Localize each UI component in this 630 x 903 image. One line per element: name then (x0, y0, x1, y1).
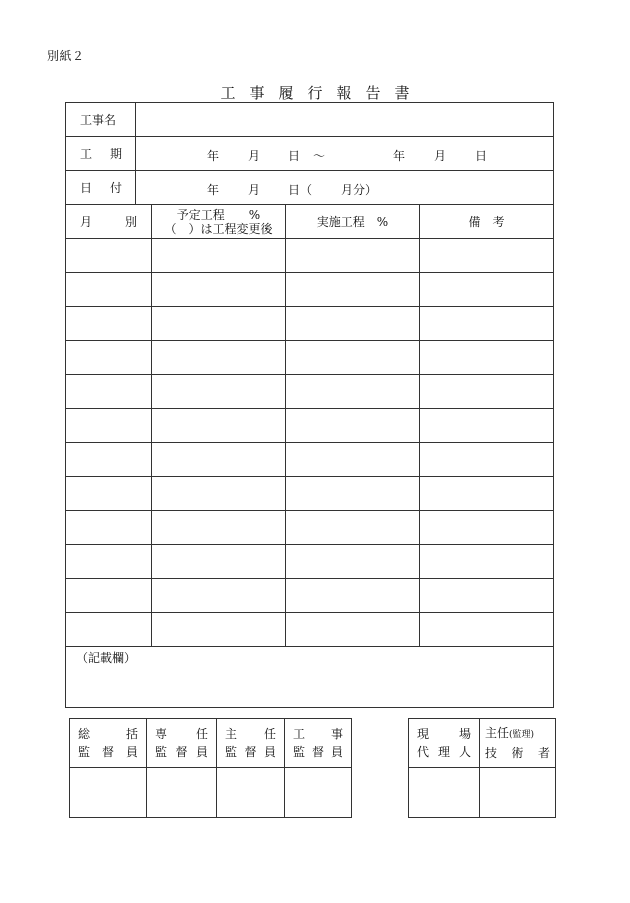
stamp-header-construction-supervisor (285, 719, 352, 768)
stamp-char: 術 (511, 746, 524, 760)
actual-cell[interactable] (286, 613, 420, 647)
stamp-char: 督 (175, 745, 188, 759)
remarks-cell[interactable] (420, 239, 554, 273)
stamp-char: 人 (458, 745, 471, 759)
planned-cell[interactable] (152, 375, 286, 409)
period-label-char2: 期 (110, 147, 123, 161)
stamp-box[interactable] (409, 768, 480, 818)
remarks-cell[interactable] (420, 443, 554, 477)
month-cell[interactable] (66, 443, 152, 477)
stamp-char: 工 (293, 727, 306, 741)
period-tilde: ～ (313, 148, 326, 163)
remarks-cell[interactable] (420, 477, 554, 511)
date-label-char1: 日 (80, 181, 93, 195)
stamp-char: 専 (155, 727, 168, 741)
planned-cell[interactable] (152, 579, 286, 613)
stamp-header-general-supervisor (70, 719, 147, 768)
stamp-box[interactable] (217, 768, 285, 818)
planned-cell[interactable] (152, 307, 286, 341)
month-column-header (66, 205, 152, 239)
planned-cell[interactable] (152, 477, 286, 511)
month-cell[interactable] (66, 613, 152, 647)
actual-cell[interactable] (286, 307, 420, 341)
table-row (66, 409, 554, 443)
stamp-char: 督 (311, 745, 324, 759)
stamp-char: 監 (225, 745, 238, 759)
actual-cell[interactable] (286, 511, 420, 545)
date-year: 年 (207, 182, 220, 197)
stamp-char: 主 (225, 727, 238, 741)
stamp-char: 主任 (485, 726, 510, 740)
stamp-char: 代 (417, 745, 430, 759)
work-name-label: 工事名 (66, 103, 136, 137)
month-header-char2: 別 (124, 215, 137, 229)
actual-cell[interactable] (286, 443, 420, 477)
progress-report-table (65, 102, 554, 708)
form-title: 工事履行報告書 (220, 84, 424, 102)
date-label (66, 171, 136, 205)
month-cell[interactable] (66, 239, 152, 273)
stamp-char: 任 (263, 727, 276, 741)
stamp-header-site-agent (409, 719, 480, 768)
actual-cell[interactable] (286, 579, 420, 613)
month-cell[interactable] (66, 545, 152, 579)
remarks-cell[interactable] (420, 613, 554, 647)
month-cell[interactable] (66, 341, 152, 375)
approval-stamps-right (408, 718, 556, 818)
remarks-column-header: 備 考 (420, 205, 554, 239)
remarks-cell[interactable] (420, 579, 554, 613)
table-row (66, 443, 554, 477)
planned-cell[interactable] (152, 545, 286, 579)
table-row (66, 307, 554, 341)
remarks-cell[interactable] (420, 273, 554, 307)
table-row (66, 579, 554, 613)
table-row (66, 341, 554, 375)
month-cell[interactable] (66, 477, 152, 511)
actual-cell[interactable] (286, 239, 420, 273)
stamp-char: 場 (458, 727, 471, 741)
period-start-month: 月 (248, 148, 261, 163)
period-field[interactable] (136, 137, 554, 171)
period-start-year: 年 (207, 148, 220, 163)
month-cell[interactable] (66, 375, 152, 409)
stamp-char: 者 (537, 746, 550, 760)
date-label-char2: 付 (110, 181, 123, 195)
actual-cell[interactable] (286, 375, 420, 409)
planned-cell[interactable] (152, 239, 286, 273)
period-end-day: 日 (475, 148, 488, 163)
stamp-box[interactable] (147, 768, 217, 818)
stamp-header-chief-supervisor (217, 719, 285, 768)
remarks-cell[interactable] (420, 409, 554, 443)
notes-label: （記載欄） (76, 651, 137, 665)
stamp-char: 総 (78, 727, 91, 741)
actual-cell[interactable] (286, 409, 420, 443)
period-label-char1: 工 (80, 147, 93, 161)
planned-cell[interactable] (152, 341, 286, 375)
period-label (66, 137, 136, 171)
month-cell[interactable] (66, 307, 152, 341)
month-cell[interactable] (66, 579, 152, 613)
planned-header-line2: （ ）は工程変更後 (164, 221, 273, 236)
stamp-char: 括 (125, 727, 138, 741)
stamp-header-dedicated-supervisor (147, 719, 217, 768)
table-row (66, 545, 554, 579)
attachment-label: 別紙２ (47, 49, 85, 63)
remarks-cell[interactable] (420, 307, 554, 341)
stamp-char: 理 (437, 745, 450, 759)
table-row (66, 477, 554, 511)
period-end-month: 月 (434, 148, 447, 163)
actual-cell[interactable] (286, 273, 420, 307)
table-row (66, 511, 554, 545)
date-month: 月 (248, 182, 261, 197)
actual-cell[interactable] (286, 477, 420, 511)
stamp-char: 督 (244, 745, 257, 759)
stamp-char: 員 (263, 745, 276, 759)
stamp-char: 監 (155, 745, 168, 759)
table-row (66, 239, 554, 273)
month-cell[interactable] (66, 273, 152, 307)
table-row (66, 613, 554, 647)
date-day: 日（ (288, 182, 313, 197)
planned-cell[interactable] (152, 511, 286, 545)
stamp-char: 技 (485, 746, 498, 760)
remarks-cell[interactable] (420, 341, 554, 375)
stamp-char: 員 (125, 745, 138, 759)
planned-cell[interactable] (152, 613, 286, 647)
date-month-of: 月分） (341, 182, 378, 197)
stamp-char: 監 (78, 745, 91, 759)
stamp-char: 現 (417, 727, 430, 741)
planned-header-line1: 予定工程 % (176, 207, 261, 222)
actual-cell[interactable] (286, 545, 420, 579)
stamp-char: 任 (195, 727, 208, 741)
planned-cell[interactable] (152, 409, 286, 443)
stamp-char: 員 (195, 745, 208, 759)
month-cell[interactable] (66, 511, 152, 545)
stamp-char: 事 (330, 727, 343, 741)
planned-cell[interactable] (152, 443, 286, 477)
remarks-cell[interactable] (420, 545, 554, 579)
work-name-field[interactable] (136, 103, 554, 137)
period-end-year: 年 (393, 148, 406, 163)
remarks-cell[interactable] (420, 375, 554, 409)
stamp-box[interactable] (70, 768, 147, 818)
stamp-char: 監 (293, 745, 306, 759)
stamp-char-small: (監理) (509, 730, 535, 740)
stamp-char: 員 (330, 745, 343, 759)
stamp-header-chief-engineer (480, 719, 556, 768)
planned-column-header (152, 205, 286, 239)
notes-field[interactable] (66, 647, 554, 708)
stamp-char: 督 (101, 745, 114, 759)
approval-stamps-left (69, 718, 352, 818)
stamp-box[interactable] (480, 768, 556, 818)
planned-cell[interactable] (152, 273, 286, 307)
date-field[interactable] (136, 171, 554, 205)
month-cell[interactable] (66, 409, 152, 443)
remarks-cell[interactable] (420, 511, 554, 545)
stamp-box[interactable] (285, 768, 352, 818)
month-header-char1: 月 (80, 215, 93, 229)
period-start-day: 日 (288, 148, 301, 163)
actual-cell[interactable] (286, 341, 420, 375)
table-row (66, 273, 554, 307)
actual-column-header: 実施工程 % (286, 205, 420, 239)
table-row (66, 375, 554, 409)
